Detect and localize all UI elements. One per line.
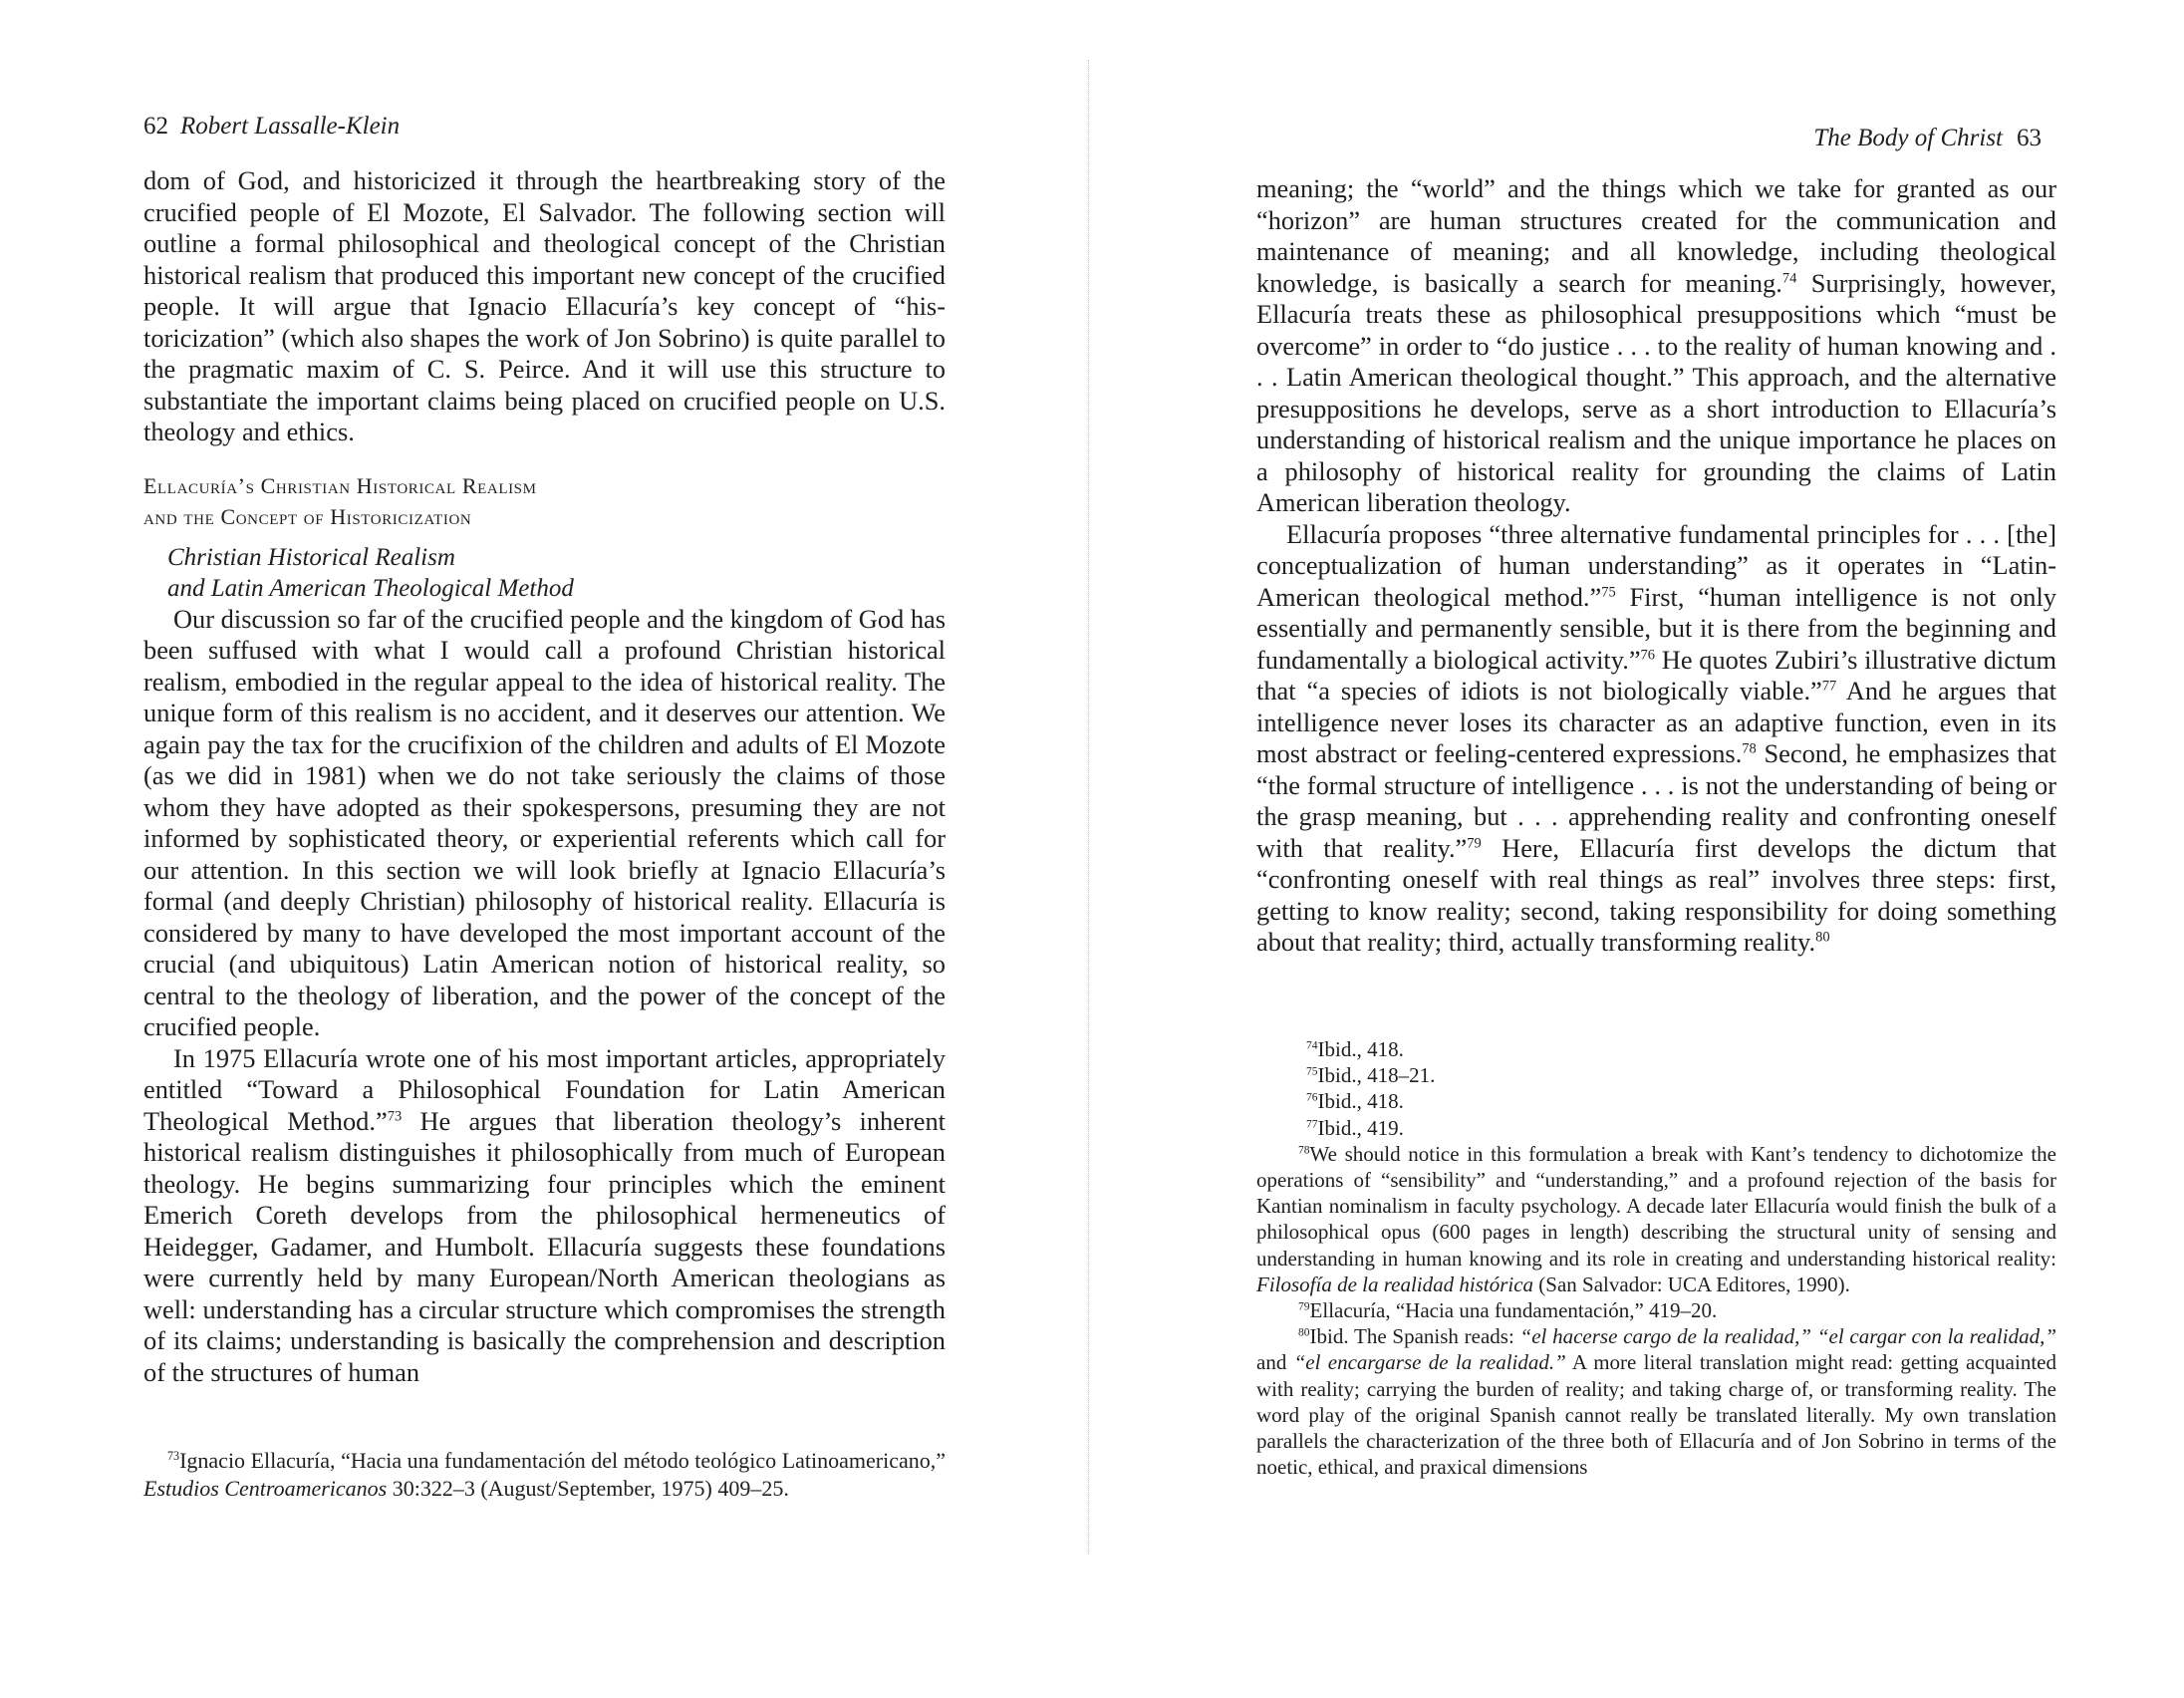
- right-body-text: [1256, 173, 2056, 959]
- footnote-79-text: Ellacuría, “Hacia una fundamentación,” 419–20.: [1309, 1298, 1718, 1323]
- note-ref-78: 78: [1742, 740, 1757, 757]
- footnote-78-number: 78: [1298, 1144, 1310, 1157]
- right-running-head: [1813, 124, 2042, 153]
- right-paragraph-2-part-e: Second, he emphasizes that “the formal structure of intelligence . . . is not the understanding of being or the grasp meaning, but . . . apprehending reality and confronting oneself with that reality.”: [1256, 738, 2056, 863]
- note-ref-74: 74: [1781, 270, 1797, 287]
- left-paragraph-2: Our discussion so far of the crucified people and the kingdom of God has been suffused with what I would call a profound Christian historical realism, embodied in the regular appeal to the idea of historical reality. The unique form of this realism is no accident, and it deserves our attention. We again pay the tax for the crucifixion of the children and adults of El Mozote (as we did in 1981) when we do not take seriously the claims of those whom they have adopted as their spokespersons, presuming they are not informed by sophisticated theory, or experiential referents which call for our attention. In this section we will look briefly at Ignacio Ellacuría’s formal (and deeply Christian) philosophy of historical reality. Ellacuría is considered by many to have developed the most important account of the crucial (and ubiquitous) Latin American notion of historical reality, so central to the theology of liberation, and the power of the concept of the crucified people.: [143, 603, 946, 1041]
- footnote-80-text-a: Ibid. The Spanish reads:: [1309, 1324, 1520, 1349]
- footnote-78-book-title: Filosofía de la realidad histórica: [1256, 1272, 1534, 1296]
- footnote-77-number: 77: [1306, 1118, 1318, 1131]
- footnote-75-number: 75: [1306, 1065, 1318, 1078]
- subsection-heading: [167, 542, 946, 604]
- section-heading-line-2: and the Concept of Historicization: [143, 503, 472, 529]
- right-paragraph-2-part-c: He quotes Zubiri’s illustrative dictum that “a species of idiots is not biologically viable.”: [1256, 644, 2056, 706]
- footnote-76: [1256, 1088, 2056, 1114]
- left-paragraph-3: [143, 1043, 946, 1389]
- subsection-heading-line-1: Christian Historical Realism: [167, 543, 455, 571]
- left-paragraph-3-part-a: In 1975 Ellacuría wrote one of his most important articles, appropriately entitled “Toward a Philosophical Foundation for Latin American Theological Method.”: [143, 1042, 946, 1136]
- right-paragraph-2-part-b: First, “human intelligence is not only essentially and permanently sensible, but it is there from the beginning and fundamentally a biological activity.”: [1256, 581, 2057, 675]
- left-running-title: Robert Lassalle-Klein: [180, 113, 401, 140]
- right-paragraph-2-part-f: Here, Ellacuría first develops the dictum that “confronting oneself with real things as real” involves three steps: first, getting to know reality; second, taking responsibility for doing something about that reality; third, actually transforming reality.: [1256, 832, 2056, 957]
- subsection-heading-line-2: and Latin American Theological Method: [167, 574, 574, 602]
- footnote-76-number: 76: [1306, 1091, 1318, 1104]
- footnote-73: [143, 1447, 946, 1503]
- right-paragraph-2: [1256, 519, 2056, 959]
- footnote-74: [1256, 1036, 2056, 1062]
- left-running-head: [143, 112, 400, 142]
- section-heading-line-1: Ellacuría’s Christian Historical Realism: [143, 472, 537, 498]
- right-running-title: The Body of Christ: [1813, 125, 2003, 151]
- note-ref-75: 75: [1601, 584, 1616, 601]
- right-page: [1091, 0, 2184, 1698]
- right-paragraph-1-part-a: meaning; the “world” and the things which we take for granted as our “horizon” are human structures created for the communication and maintenance of meaning; and all knowledge, including theological knowledge, is basically a search for meaning.: [1256, 173, 2056, 298]
- footnote-74-number: 74: [1306, 1039, 1318, 1052]
- right-paragraph-1-part-b: Surprisingly, however, Ellacuría treats these as philosophical presuppositions which “must be overcome” in order to “do justice . . . to the reality of human knowing and . . . Latin American theological thought.” This approach, and the alternative presuppositions he develops, serve as a short introduction to Ellacuría’s understanding of historical realism and the unique importance he places on a philosophy of historical reality for grounding the claims of Latin American liberation theology.: [1256, 267, 2056, 517]
- footnote-73-text-a: Ignacio Ellacuría, “Hacia una fundamentación del método teológico Latinoamericano,”: [179, 1448, 946, 1473]
- right-page-number: 63: [2017, 125, 2042, 151]
- footnote-78: [1256, 1141, 2056, 1297]
- footnote-80-text-b: A more literal translation might read: getting acquainted with reality; carrying the burden of reality; and taking charge of, or transforming reality. The word play of the original Spanish cannot really be translated literally. My own translation parallels the characterization of the three both of Ellacuría and of Jon Sobrino in terms of the noetic, ethical, and praxical dimensions: [1256, 1350, 2056, 1480]
- footnote-76-text: Ibid., 418.: [1317, 1089, 1404, 1114]
- left-paragraph-3-part-b: He argues that liberation theology’s inherent historical realism distinguishes it philosophically from much of European theology. He begins summarizing four principles which the eminent Emerich Coreth develops from the philosophical hermeneutics of Heidegger, Gadamer, and Humbolt. Ellacuría suggests these foundations were currently held by many European/North American theologians as well: understanding has a circular structure which compromises the strength of its claims; understanding is basically the comprehension and description of the structures of human: [143, 1105, 946, 1387]
- right-paragraph-1: [1256, 173, 2056, 519]
- right-footnotes: [1256, 1036, 2056, 1480]
- footnote-73-text-b: 30:322–3 (August/September, 1975) 409–25.: [387, 1476, 789, 1501]
- footnote-79: [1256, 1297, 2056, 1323]
- right-paragraph-2-part-a: Ellacuría proposes “three alternative fundamental principles for . . . [the] conceptualization of human understanding” as it operates in “Latin-American theological method.”: [1256, 518, 2056, 612]
- note-ref-76: 76: [1640, 647, 1656, 664]
- note-ref-77: 77: [1821, 678, 1837, 695]
- footnote-77: [1256, 1115, 2056, 1141]
- footnote-77-text: Ibid., 419.: [1317, 1115, 1404, 1140]
- footnote-80-and: and: [1256, 1350, 1294, 1375]
- section-heading: [143, 470, 946, 532]
- footnote-73-number: 73: [167, 1449, 180, 1464]
- footnote-80-number: 80: [1298, 1326, 1310, 1339]
- left-paragraph-1: dom of God, and historicized it through the heartbreaking story of the crucified people of El Mozote, El Salvador. The following section will outline a formal philosophical and theological concept of the Christian historical realism that produced this important new concept of the crucified people. It will argue that Ignacio Ellacuría’s key concept of “historicization” (which also shapes the work of Jon Sobrino) is quite parallel to the pragmatic maxim of C. S. Peirce. And it will use this structure to substantiate the important claims being placed on crucified people on U.S. theology and ethics.: [143, 165, 946, 446]
- footnote-74-text: Ibid., 418.: [1317, 1037, 1404, 1061]
- footnote-80-spanish-2: “el encargarse de la realidad.”: [1293, 1350, 1566, 1375]
- left-body-text: [143, 165, 946, 1388]
- footnote-79-number: 79: [1298, 1300, 1310, 1313]
- footnote-80-spanish-1: “el hacerse cargo de la realidad,” “el cargar con la realidad,”: [1519, 1324, 2056, 1349]
- note-ref-80: 80: [1815, 929, 1830, 946]
- right-paragraph-2-part-d: And he argues that intelligence never loses its character as an adaptive function, even in its most abstract or feeling-centered expressions.: [1256, 676, 2056, 768]
- left-page: [0, 0, 1091, 1698]
- note-ref-79: 79: [1467, 835, 1482, 852]
- footnote-78-text-a: We should notice in this formulation a break with Kant’s tendency to dichotomize the operations of “sensibility” and “understanding,” and a profound rejection of the basis for Kantian nominalism in faculty psychology. A decade later Ellacuría would finish the bulk of a philosophical opus (600 pages in length) describing the structural unity of sensing and understanding in human knowing and its role in creating and understanding historical reality:: [1256, 1141, 2056, 1271]
- footnote-78-text-b: (San Salvador: UCA Editores, 1990).: [1533, 1272, 1850, 1296]
- left-footnotes: [143, 1447, 946, 1503]
- footnote-73-journal: Estudios Centroamericanos: [143, 1476, 388, 1501]
- footnote-75: [1256, 1062, 2056, 1088]
- note-ref-73: 73: [387, 1108, 403, 1125]
- footnote-80: [1256, 1323, 2056, 1480]
- left-page-number: 62: [143, 113, 168, 140]
- footnote-75-text: Ibid., 418–21.: [1317, 1063, 1436, 1088]
